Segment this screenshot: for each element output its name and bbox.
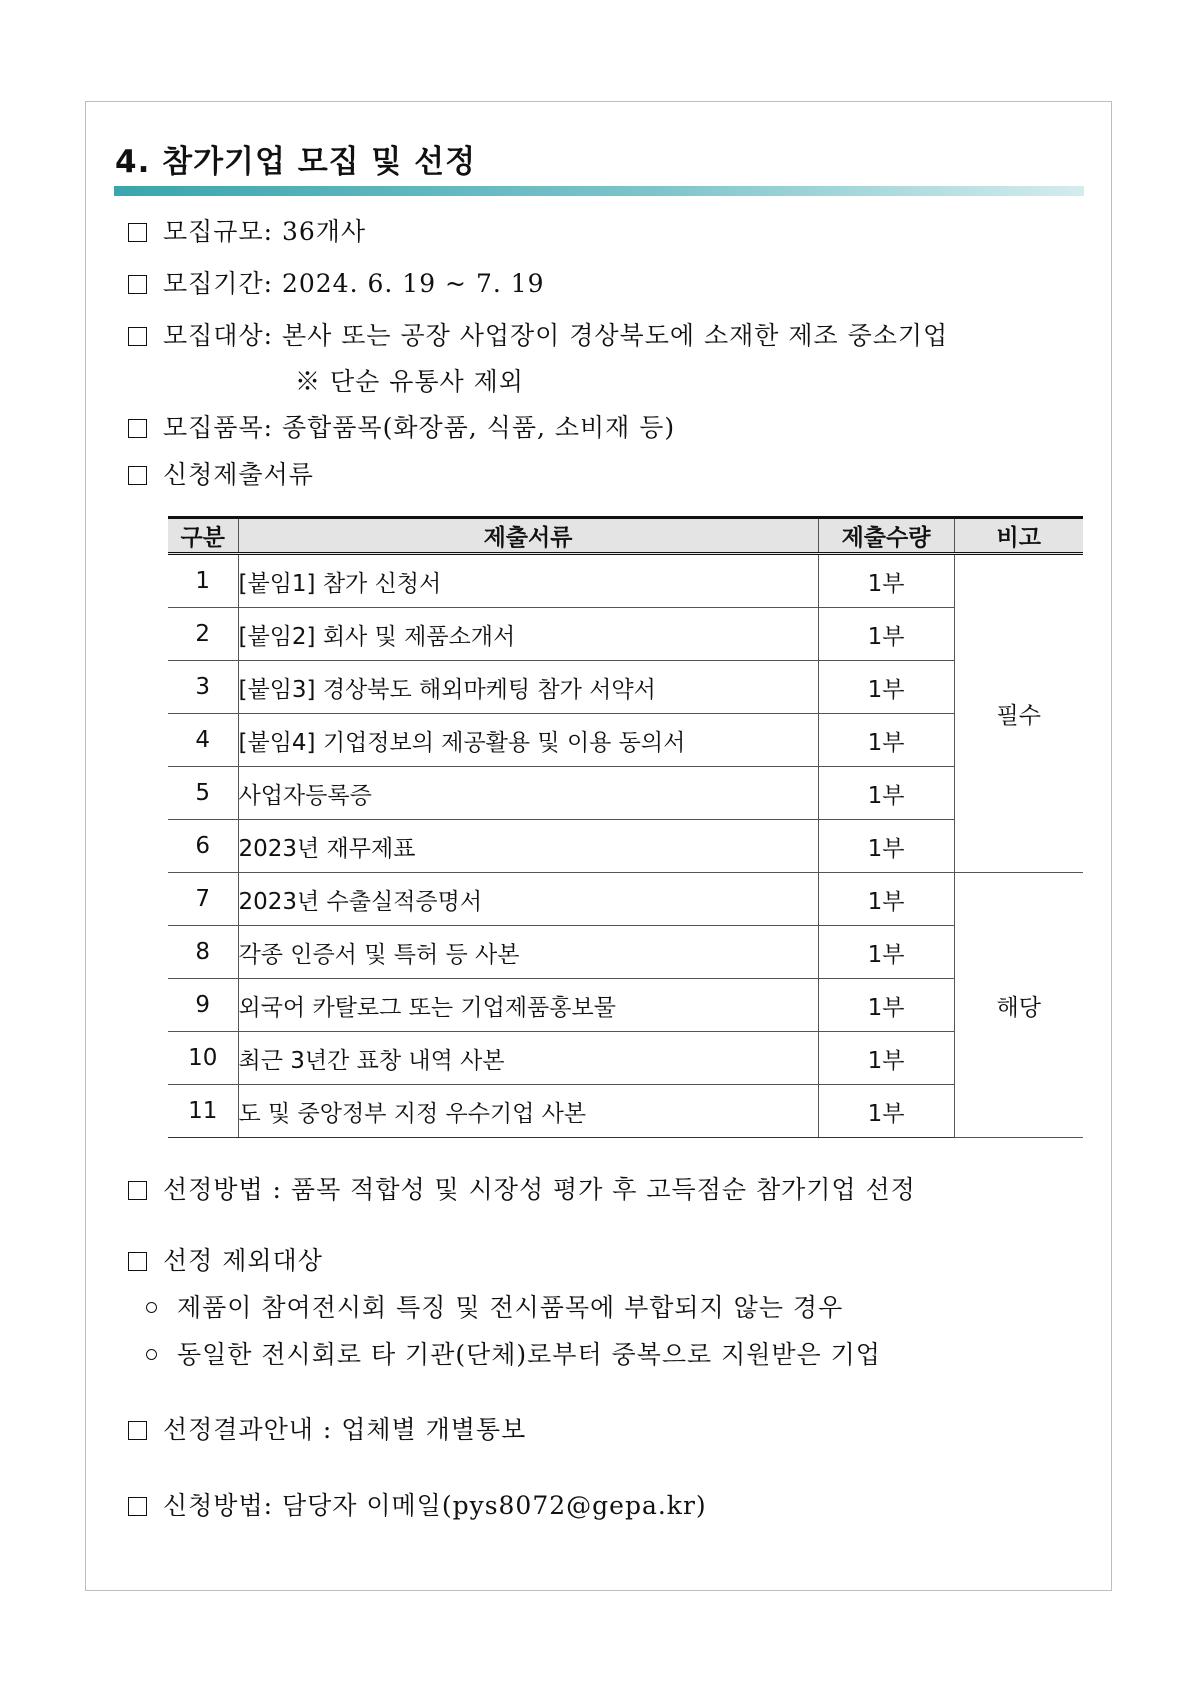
remark-required: 필수 [954,554,1083,873]
row-quantity: 1부 [818,767,954,820]
apply-method [128,1490,707,1522]
row-no: 10 [168,1032,238,1085]
title-underline-bar [114,186,1084,196]
checkbox-icon [128,466,147,485]
documents-table [168,516,1083,1138]
table-row [168,714,1083,767]
item-scale [128,216,366,248]
checkbox-icon [128,1497,147,1516]
checkbox-icon [128,223,147,242]
exclusion-title-text: 선정 제외대상 [163,1246,323,1275]
item-scale-text: 모집규모: 36개사 [163,217,367,246]
header-document: 제출서류 [238,518,818,554]
bullet-circle-icon [146,1302,157,1313]
row-quantity: 1부 [818,1032,954,1085]
row-no: 7 [168,873,238,926]
row-document: [붙임4] 기업정보의 제공활용 및 이용 동의서 [238,714,818,767]
table-row [168,1085,1083,1138]
row-no: 2 [168,608,238,661]
exclusion-item-text: 동일한 전시회로 타 기관(단체)로부터 중복으로 지원받은 기업 [177,1340,881,1369]
row-document: [붙임2] 회사 및 제품소개서 [238,608,818,661]
checkbox-icon [128,419,147,438]
exclusion-item-text: 제품이 참여전시회 특징 및 전시품목에 부합되지 않는 경우 [177,1293,844,1322]
row-document: 2023년 재무제표 [238,820,818,873]
table-row [168,767,1083,820]
selection-result [128,1414,526,1446]
item-period [128,268,545,300]
row-no: 5 [168,767,238,820]
row-no: 1 [168,554,238,608]
row-document: 외국어 카탈로그 또는 기업제품홍보물 [238,979,818,1032]
header-no: 구분 [168,518,238,554]
row-document: [붙임1] 참가 신청서 [238,554,818,608]
row-document: 각종 인증서 및 특허 등 사본 [238,926,818,979]
table-row [168,873,1083,926]
row-no: 4 [168,714,238,767]
row-quantity: 1부 [818,554,954,608]
checkbox-icon [128,1252,147,1271]
table-row [168,820,1083,873]
apply-method-text: 신청방법: 담당자 이메일(pys8072@gepa.kr) [163,1491,707,1520]
row-document: 2023년 수출실적증명서 [238,873,818,926]
row-document: 사업자등록증 [238,767,818,820]
item-products-text: 모집품목: 종합품목(화장품, 식품, 소비재 등) [163,413,676,442]
table-header-row [168,518,1083,554]
row-document: 도 및 중앙정부 지정 우수기업 사본 [238,1085,818,1138]
row-quantity: 1부 [818,1085,954,1138]
row-quantity: 1부 [818,926,954,979]
row-no: 6 [168,820,238,873]
item-period-text: 모집기간: 2024. 6. 19 ~ 7. 19 [163,269,545,298]
checkbox-icon [128,275,147,294]
row-no: 9 [168,979,238,1032]
item-target-note: ※ 단순 유통사 제외 [295,367,524,396]
bullet-circle-icon [146,1349,157,1360]
item-products [128,412,675,444]
row-no: 3 [168,661,238,714]
row-quantity: 1부 [818,661,954,714]
row-quantity: 1부 [818,979,954,1032]
row-quantity: 1부 [818,714,954,767]
row-document: [붙임3] 경상북도 해외마케팅 참가 서약서 [238,661,818,714]
exclusion-item [146,1292,843,1324]
section-title: 4. 참가기업 모집 및 선정 [115,144,477,180]
row-quantity: 1부 [818,608,954,661]
selection-method [128,1174,916,1206]
header-remark: 비고 [954,518,1083,554]
row-quantity: 1부 [818,820,954,873]
remark-applicable: 해당 [954,873,1083,1138]
item-target [128,320,948,352]
row-quantity: 1부 [818,873,954,926]
selection-method-text: 선정방법 : 품목 적합성 및 시장성 평가 후 고득점순 참가기업 선정 [163,1175,916,1204]
checkbox-icon [128,1181,147,1200]
table-row [168,926,1083,979]
item-documents-text: 신청제출서류 [163,460,314,489]
row-no: 11 [168,1085,238,1138]
exclusion-item [146,1339,881,1371]
row-no: 8 [168,926,238,979]
row-document: 최근 3년간 표창 내역 사본 [238,1032,818,1085]
table-row [168,554,1083,608]
checkbox-icon [128,1421,147,1440]
table-row [168,979,1083,1032]
table-row [168,608,1083,661]
item-documents [128,459,314,491]
selection-result-text: 선정결과안내 : 업체별 개별통보 [163,1415,527,1444]
table-row [168,661,1083,714]
item-target-text: 모집대상: 본사 또는 공장 사업장이 경상북도에 소재한 제조 중소기업 [163,321,949,350]
table-row [168,1032,1083,1085]
exclusion-title [128,1245,323,1277]
checkbox-icon [128,327,147,346]
header-quantity: 제출수량 [818,518,954,554]
